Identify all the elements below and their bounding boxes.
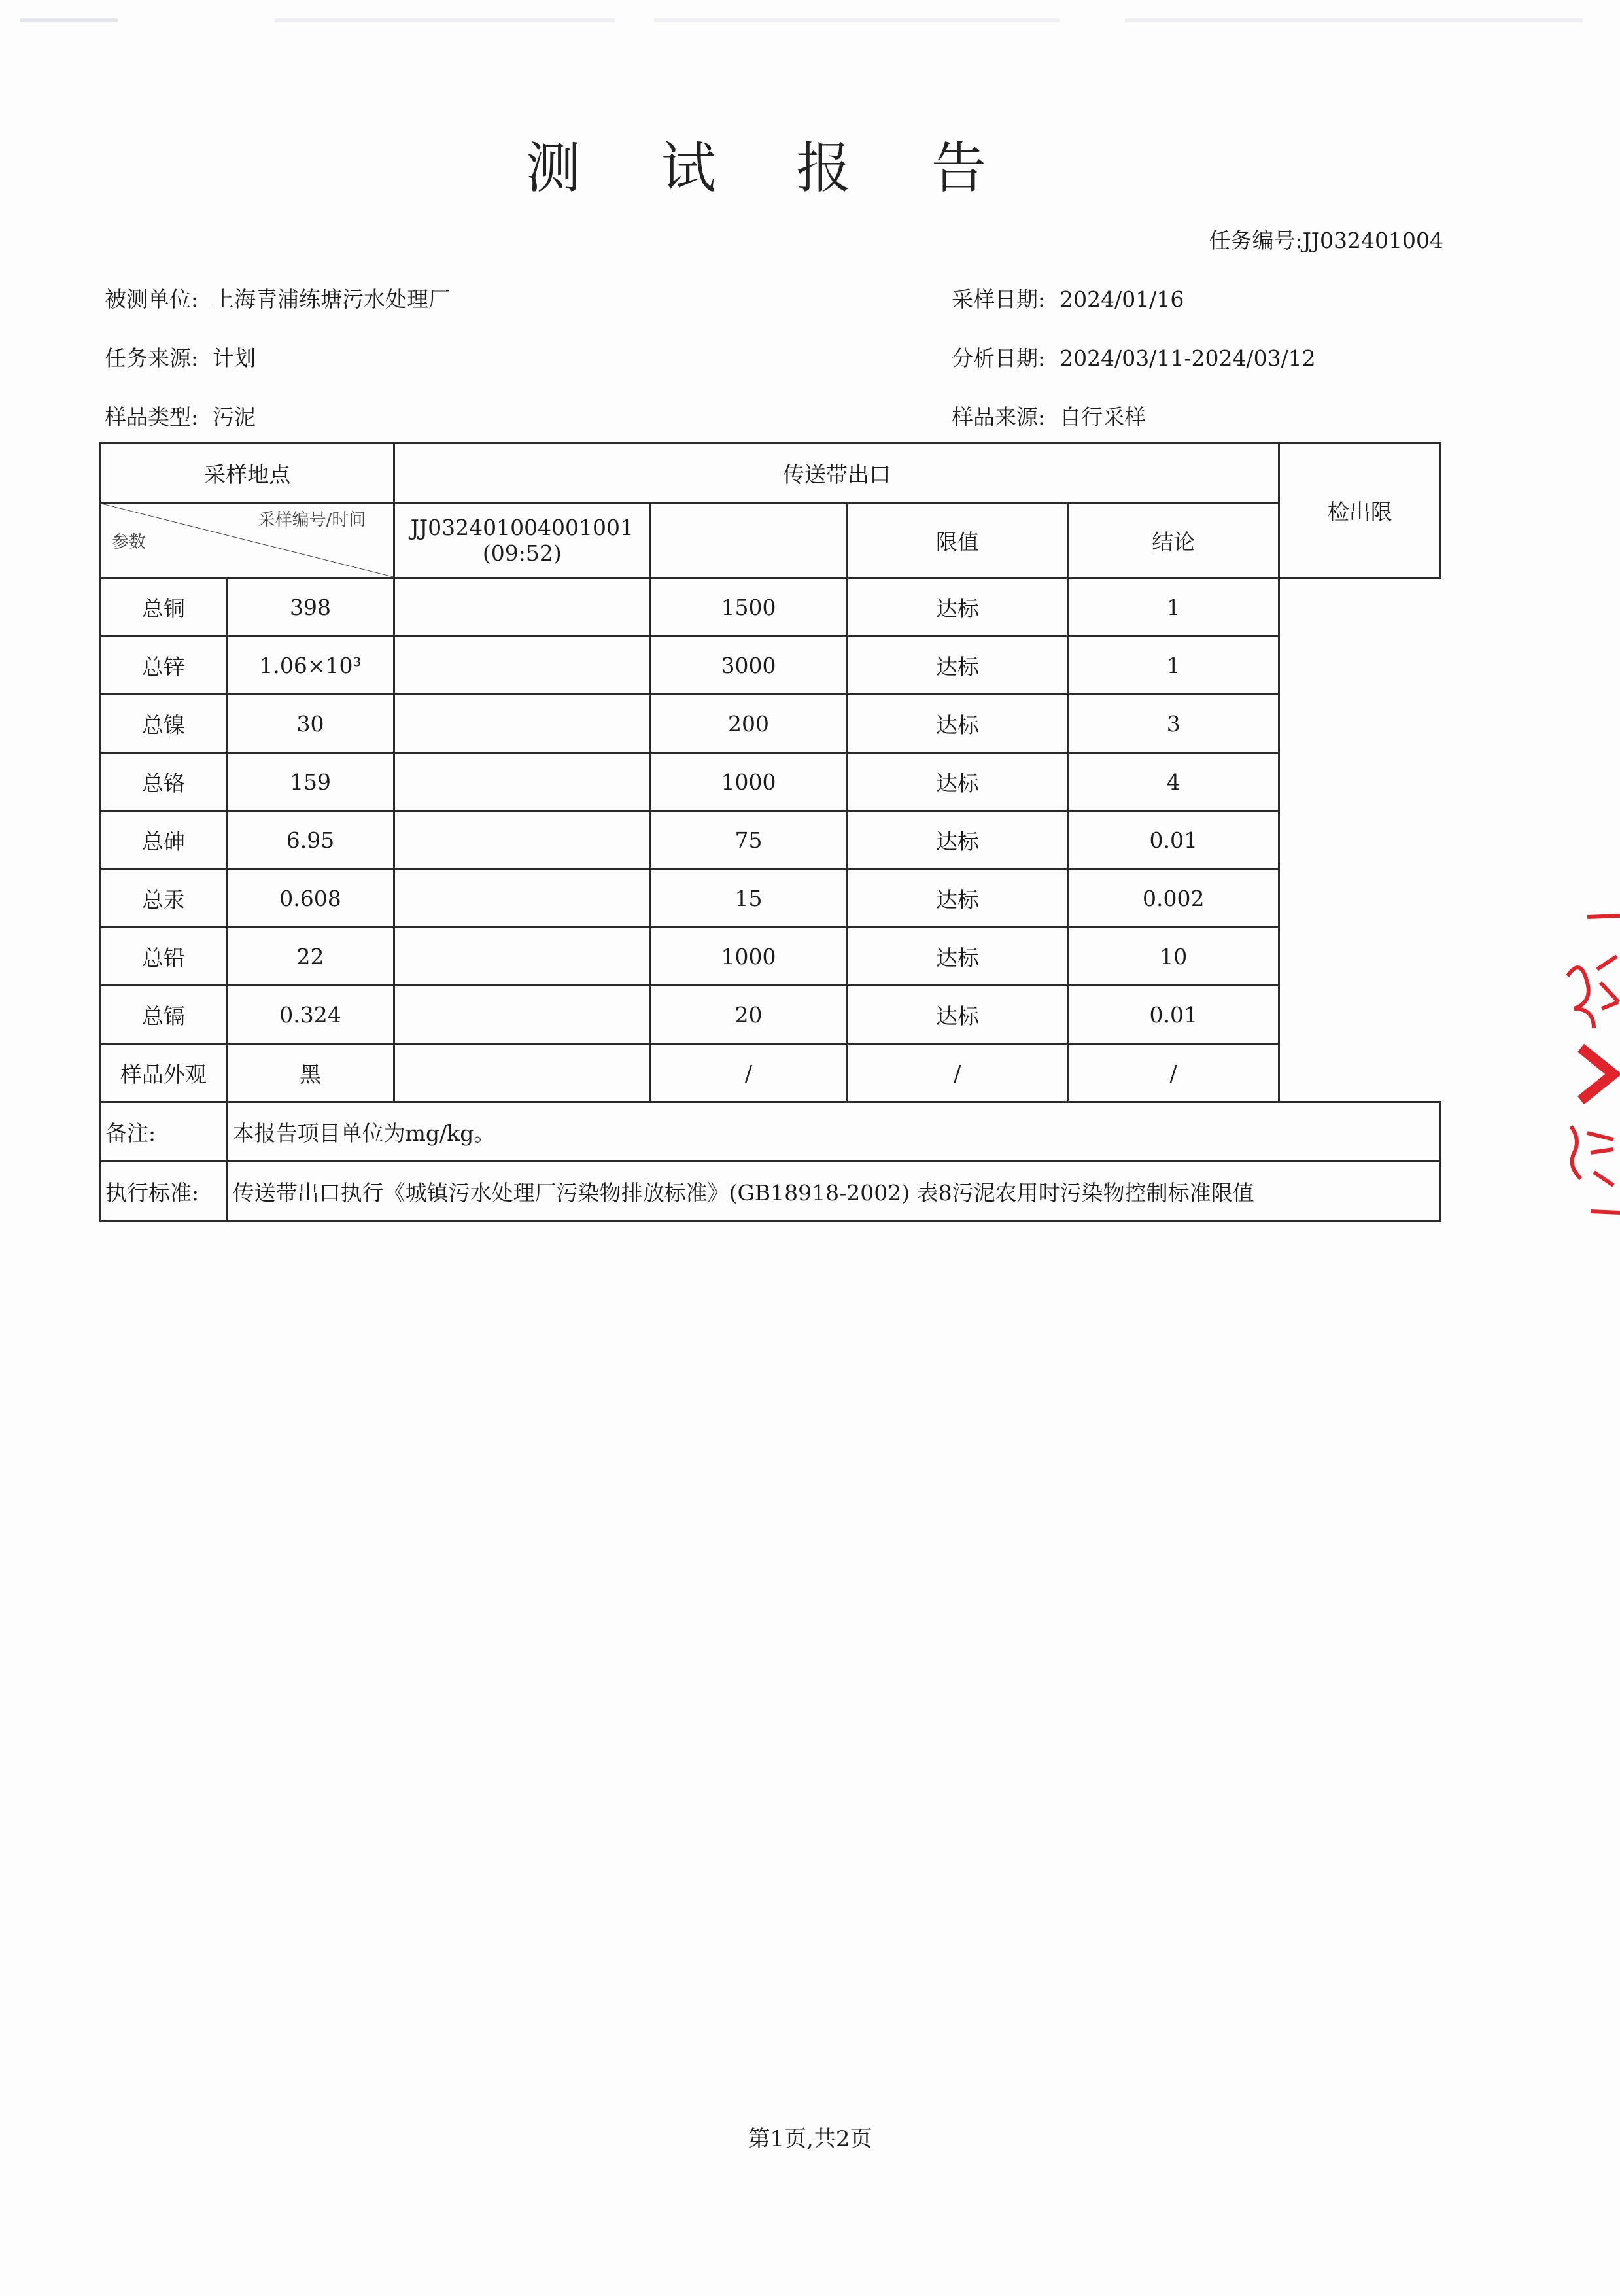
param-cell: 总砷 bbox=[101, 811, 227, 869]
limit-header: 限值 bbox=[847, 503, 1067, 578]
result-value-cell: 1.06×10³ bbox=[226, 636, 394, 695]
param-cell: 总铅 bbox=[101, 928, 227, 986]
detection-limit-cell: 0.01 bbox=[1068, 986, 1279, 1044]
table-row bbox=[101, 986, 1441, 1044]
meta-sample-date-label: 采样日期: bbox=[952, 287, 1046, 312]
blank-cell bbox=[394, 753, 650, 811]
remark-label: 备注: bbox=[101, 1102, 227, 1162]
meta-task-source bbox=[105, 341, 256, 372]
table-row bbox=[101, 811, 1441, 869]
blank-cell bbox=[394, 695, 650, 753]
limit-value-cell: 1000 bbox=[650, 753, 847, 811]
conclusion-cell: 达标 bbox=[847, 578, 1067, 636]
param-cell: 总铜 bbox=[101, 578, 227, 636]
result-value-cell: 0.608 bbox=[226, 869, 394, 928]
meta-unit-value: 上海青浦练塘污水处理厂 bbox=[213, 287, 451, 312]
results-table bbox=[99, 442, 1441, 1222]
limit-value-cell: 3000 bbox=[650, 636, 847, 695]
standard-label: 执行标准: bbox=[101, 1162, 227, 1221]
limit-value-cell: 20 bbox=[650, 986, 847, 1044]
result-value-cell: 159 bbox=[226, 753, 394, 811]
limit-value-cell: 1000 bbox=[650, 928, 847, 986]
table-row bbox=[101, 1044, 1441, 1102]
detection-limit-cell: 1 bbox=[1068, 578, 1279, 636]
table-row bbox=[101, 753, 1441, 811]
standard-text: 传送带出口执行《城镇污水处理厂污染物排放标准》(GB18918-2002) 表8污泥农用时污染物控制标准限值 bbox=[226, 1162, 1440, 1221]
conclusion-cell: 达标 bbox=[847, 869, 1067, 928]
limit-value-cell: 15 bbox=[650, 869, 847, 928]
blank-cell bbox=[394, 928, 650, 986]
detection-limit-cell: 0.01 bbox=[1068, 811, 1279, 869]
table-row bbox=[101, 578, 1441, 636]
table-row bbox=[101, 695, 1441, 753]
param-cell: 总铬 bbox=[101, 753, 227, 811]
result-value-cell: 30 bbox=[226, 695, 394, 753]
sample-time: (09:52) bbox=[482, 540, 562, 566]
param-cell: 总汞 bbox=[101, 869, 227, 928]
conclusion-cell: / bbox=[847, 1044, 1067, 1102]
result-value-cell: 398 bbox=[226, 578, 394, 636]
meta-unit bbox=[105, 283, 450, 313]
blank-cell bbox=[394, 986, 650, 1044]
sample-id-header bbox=[394, 503, 650, 578]
meta-sample-type-value: 污泥 bbox=[213, 404, 256, 430]
meta-sample-date bbox=[952, 283, 1184, 313]
blank-cell bbox=[394, 869, 650, 928]
limit-value-cell: 75 bbox=[650, 811, 847, 869]
result-value-cell: 6.95 bbox=[226, 811, 394, 869]
blank-cell bbox=[394, 636, 650, 695]
param-cell: 总镉 bbox=[101, 986, 227, 1044]
task-number-label: 任务编号: bbox=[1209, 228, 1303, 253]
diagonal-header-cell bbox=[101, 503, 394, 578]
sample-id: JJ032401004001001 bbox=[410, 515, 634, 540]
conclusion-cell: 达标 bbox=[847, 753, 1067, 811]
meta-task-source-value: 计划 bbox=[213, 345, 256, 371]
limit-value-cell: / bbox=[650, 1044, 847, 1102]
meta-task-source-label: 任务来源: bbox=[105, 345, 199, 371]
site-header: 采样地点 bbox=[101, 444, 394, 503]
meta-sample-type bbox=[105, 400, 256, 431]
blank-cell bbox=[394, 1044, 650, 1102]
meta-analysis-date-value: 2024/03/11-2024/03/12 bbox=[1060, 345, 1316, 371]
param-cell: 总锌 bbox=[101, 636, 227, 695]
detection-limit-cell: 10 bbox=[1068, 928, 1279, 986]
scan-artifact bbox=[20, 18, 118, 22]
result-value-cell: 0.324 bbox=[226, 986, 394, 1044]
param-cell: 总镍 bbox=[101, 695, 227, 753]
location-header: 传送带出口 bbox=[394, 444, 1279, 503]
remark-row bbox=[101, 1102, 1441, 1162]
meta-unit-label: 被测单位: bbox=[105, 287, 199, 312]
conclusion-cell: 达标 bbox=[847, 636, 1067, 695]
remark-text: 本报告项目单位为mg/kg。 bbox=[226, 1102, 1440, 1162]
diag-top-label: 采样编号/时间 bbox=[258, 510, 366, 530]
param-cell: 样品外观 bbox=[101, 1044, 227, 1102]
conclusion-header: 结论 bbox=[1068, 503, 1279, 578]
scan-artifact bbox=[654, 18, 1060, 22]
task-number bbox=[1209, 224, 1443, 254]
blank-header bbox=[650, 503, 847, 578]
table-row bbox=[101, 928, 1441, 986]
detection-limit-header: 检出限 bbox=[1279, 444, 1441, 578]
detection-limit-cell: 3 bbox=[1068, 695, 1279, 753]
header-row-2 bbox=[101, 503, 1441, 578]
header-row-1 bbox=[101, 444, 1441, 503]
limit-value-cell: 1500 bbox=[650, 578, 847, 636]
detection-limit-cell: 0.002 bbox=[1068, 869, 1279, 928]
conclusion-cell: 达标 bbox=[847, 811, 1067, 869]
meta-sample-origin-value: 自行采样 bbox=[1060, 404, 1146, 430]
detection-limit-cell: 1 bbox=[1068, 636, 1279, 695]
conclusion-cell: 达标 bbox=[847, 695, 1067, 753]
meta-analysis-date bbox=[952, 341, 1316, 372]
result-value-cell: 22 bbox=[226, 928, 394, 986]
meta-sample-date-value: 2024/01/16 bbox=[1060, 287, 1184, 312]
scan-artifact bbox=[275, 18, 615, 22]
meta-sample-origin-label: 样品来源: bbox=[952, 404, 1046, 430]
page-footer: 第1页,共2页 bbox=[748, 2126, 872, 2152]
document-title: 测 试 报 告 bbox=[525, 136, 1018, 200]
detection-limit-cell: 4 bbox=[1068, 753, 1279, 811]
table-row bbox=[101, 869, 1441, 928]
detection-limit-cell: / bbox=[1068, 1044, 1279, 1102]
meta-analysis-date-label: 分析日期: bbox=[952, 345, 1046, 371]
conclusion-cell: 达标 bbox=[847, 928, 1067, 986]
limit-value-cell: 200 bbox=[650, 695, 847, 753]
blank-cell bbox=[394, 578, 650, 636]
scan-artifact bbox=[1125, 18, 1583, 22]
diag-bottom-label: 参数 bbox=[112, 532, 146, 552]
conclusion-cell: 达标 bbox=[847, 986, 1067, 1044]
table-row bbox=[101, 636, 1441, 695]
task-number-value: JJ032401004 bbox=[1302, 228, 1443, 253]
standard-row bbox=[101, 1162, 1441, 1221]
meta-sample-type-label: 样品类型: bbox=[105, 404, 199, 430]
result-value-cell: 黑 bbox=[226, 1044, 394, 1102]
blank-cell bbox=[394, 811, 650, 869]
red-seal-stamp bbox=[1542, 911, 1620, 1225]
meta-sample-origin bbox=[952, 400, 1146, 431]
stamp-strokes bbox=[1568, 916, 1620, 1213]
